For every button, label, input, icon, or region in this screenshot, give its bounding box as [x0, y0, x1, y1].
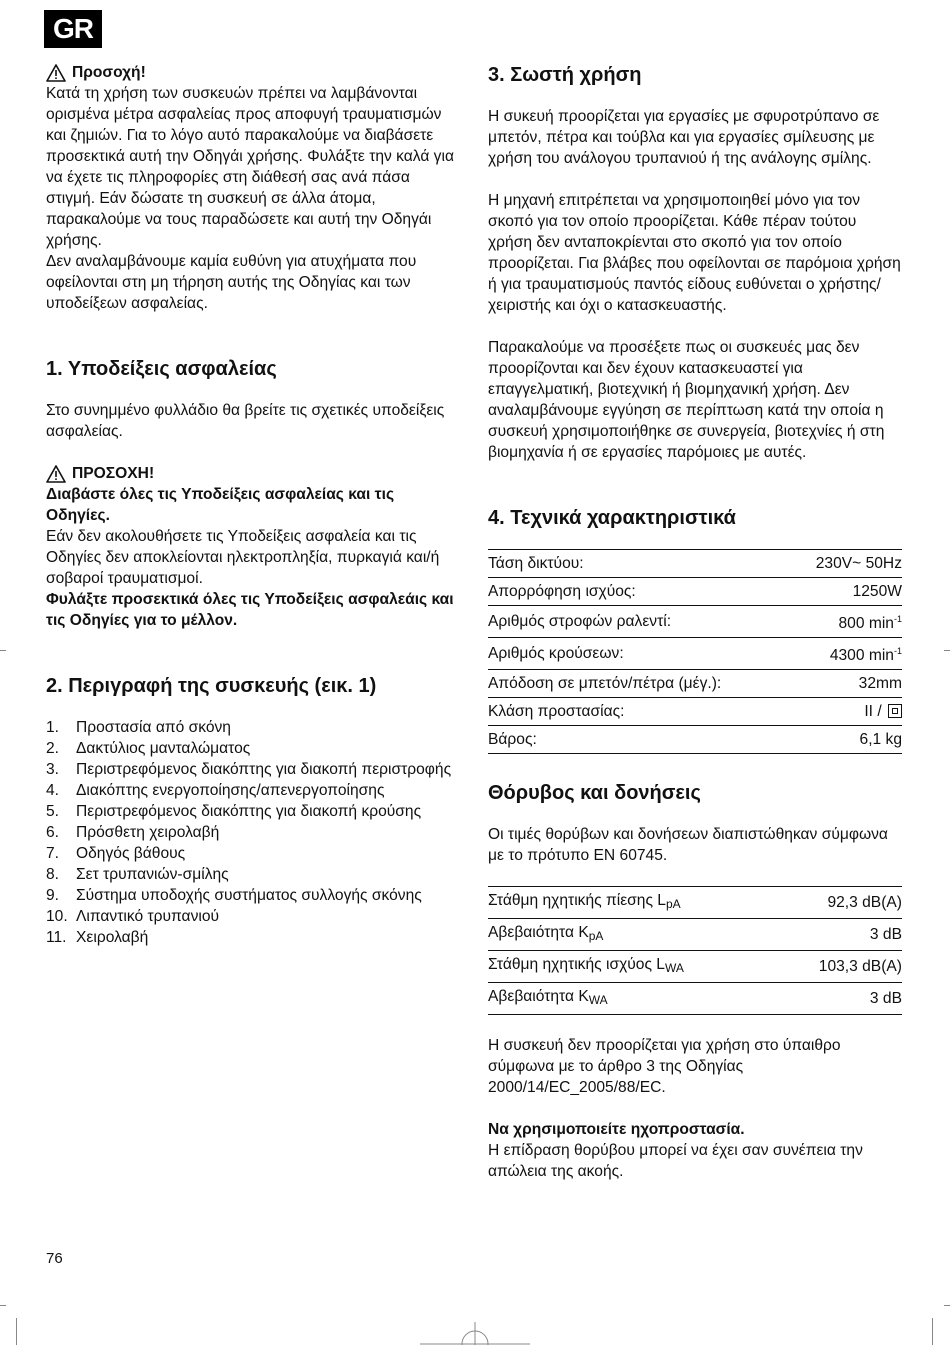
section-4-title: 4. Τεχνικά χαρακτηριστικά: [488, 507, 736, 529]
left-column: [46, 62, 458, 948]
double-insulation-icon: [888, 704, 902, 718]
crop-mark: [16, 1318, 17, 1345]
noise-table: [488, 886, 902, 1015]
table-row: Αριθμός στροφών ραλεντί: 800 $\min^{-1}$: [488, 606, 902, 638]
section-1-text: Στο συνημμένο φυλλάδιο θα βρείτε τις σχετικές υποδείξεις ασφαλείας.: [46, 402, 445, 440]
list-item: 10. Λιπαντικό τρυπανιού: [46, 908, 220, 925]
crop-mark: [944, 650, 950, 651]
section-3-paragraph-2: Η μηχανή επιτρέπεται να χρησιμοποιηθεί μόνο για τον σκοπό για τον οποίο προορίζεται. Κάθε πέραν τούτου χρήση δεν ανταποκρίενται στο σκοπό για τον οποίο προορίζεται. Για βλάβες που οφείλονται σε παρόμοια χρήση ή για τραυματισμούς παντός είδους ευθύνεται ο χρήστης/χειριστής και όχι ο κατασκευαστής.: [488, 192, 901, 314]
section-3-paragraph-1: Η συκευή προορίζεται για εργασίες με σφυροτρύπανο σε μπετόν, πέτρα και τούβλα και για εργασίες σμίλευσης με χρήση του ανάλογου τρυπανιού ή της ανάλογης σμίλης.: [488, 108, 880, 167]
noise-text: Οι τιμές θορύβων και δονήσεων διαπιστώθηκαν σύμφωνα με το πρότυπο EN 60745.: [488, 826, 888, 864]
table-row: Αβεβαιότητα $K_{pA}$ 3 dB: [488, 919, 902, 951]
list-item: 5. Περιστρεφόμενος διακόπτης για διακοπή κρούσης: [46, 803, 422, 820]
table-row: Βάρος: 6,1 kg: [488, 726, 902, 754]
list-item: 6. Πρόσθετη χειρολαβή: [46, 824, 220, 841]
warning-text: Εάν δεν ακολουθήσετε τις Υποδείξεις ασφαλεία και τις Οδηγίες δεν αποκλείονται ηλεκτροπληξία, πυρκαγιά και/ή σοβαροί τραυματισμοί.: [46, 528, 440, 587]
table-row: Στάθμη ηχητικής πίεσης $L_{pA}$ 92,3 dB(A): [488, 887, 902, 919]
crop-mark: [0, 650, 6, 651]
list-item: 3. Περιστρεφόμενος διακόπτης για διακοπή περιστροφής: [46, 761, 452, 778]
crop-mark: [932, 1318, 933, 1345]
specs-table: [488, 549, 902, 754]
section-1-title: 1. Υποδείξεις ασφαλείας: [46, 358, 277, 380]
list-item: 9. Σύστημα υποδοχής συστήματος συλλογής σκόνης: [46, 887, 422, 904]
table-row: Αβεβαιότητα $K_{WA}$ 3 dB: [488, 983, 902, 1015]
parts-list: [46, 717, 458, 948]
caution-title: Προσοχή!: [72, 64, 146, 81]
registration-mark-icon: [420, 1322, 530, 1345]
right-column: [488, 62, 902, 1182]
list-item: 8. Σετ τρυπανιών-σμίλης: [46, 866, 229, 883]
warning-triangle-icon: [46, 465, 66, 483]
ear-protection-text: Η επίδραση θορύβου μπορεί να έχει σαν συνέπεια την απώλεια της ακοής.: [488, 1142, 863, 1180]
list-item: 7. Οδηγός βάθους: [46, 845, 186, 862]
warning-title: ΠΡΟΣΟΧΗ!: [72, 465, 155, 482]
language-badge: GR: [44, 10, 102, 48]
section-2-title: 2. Περιγραφή της συσκευής (εικ. 1): [46, 675, 377, 697]
caution-paragraph-2: Δεν αναλαμβάνουμε καμία ευθύνη για ατυχήματα που οφείλονται στη μη τήρηση αυτής της Οδηγίας και των υποδείξεων ασφαλείας.: [46, 253, 417, 312]
section-3-title: 3. Σωστή χρήση: [488, 64, 642, 86]
table-row: Κλάση προστασίας: II /: [488, 698, 902, 726]
ear-protection-bold: Να χρησιμοποιείτε ηχοπροστασία.: [488, 1121, 745, 1138]
warning-bold-2: Φυλάξτε προσεκτικά όλες τις Υποδείξεις ασφαλεάις και τις Οδηγίες για το μέλλον.: [46, 591, 454, 629]
outdoor-text: Η συσκευή δεν προορίζεται για χρήση στο ύπαιθρο σύμφωνα με το άρθρο 3 της Οδηγίας 2000/14/EC_2005/88/EC.: [488, 1037, 841, 1096]
table-row: Απορρόφηση ισχύος: 1250W: [488, 578, 902, 606]
noise-title: Θόρυβος και δονήσεις: [488, 782, 701, 804]
table-row: Απόδοση σε μπετόν/πέτρα (μέγ.): 32mm: [488, 670, 902, 698]
list-item: 2. Δακτύλιος μανταλώματος: [46, 740, 251, 757]
table-row: Αριθμός κρούσεων: 4300 $\min^{-1}$: [488, 638, 902, 670]
list-item: 11. Χειρολαβή: [46, 929, 149, 946]
list-item: 4. Διακόπτης ενεργοποίησης/απενεργοποίησης: [46, 782, 385, 799]
section-3-paragraph-3: Παρακαλούμε να προσέξετε πως οι συσκευές μας δεν προορίζονται και δεν έχουν κατασκευαστεί για επαγγελματική, βιοτεχνική ή βιομηχανική χρήση. Δεν αναλαμβάνουμε εγγύηση σε περίπτωση κατά την οποία η συσκευή χρησιμοποιήθηκε σε συνεργεία, βιοτεχνίες ή στη βιομηχανία ή σε εργασίες παρόμοιες με αυτές.: [488, 339, 885, 461]
table-row: Τάση δικτύου: 230V~ 50Hz: [488, 550, 902, 578]
crop-mark: [944, 1305, 950, 1306]
warning-heading: [46, 463, 458, 484]
page-number: 76: [46, 1250, 63, 1267]
warning-triangle-icon: [46, 64, 66, 82]
caution-paragraph-1: Κατά τη χρήση των συσκευών πρέπει να λαμβάνονται ορισμένα μέτρα ασφαλείας προς αποφυγή τραυματισμών και ζημιών. Για το λόγο αυτό παρακαλούμε να διαβάσετε προσεκτικά αυτή την Οδηγάι χρήσης. Φυλάξτε την καλά για να έχετε τις πληροφορίες στη διάθεσή σας ανά πάσα στιγμή. Εάν δώσατε τη συσκευή σε άλλα άτομα, παρακαλούμε να τους παραδώσετε και αυτή την Οδηγάι χρήσης.: [46, 85, 454, 249]
caution-heading: [46, 62, 458, 83]
crop-mark: [0, 1305, 6, 1306]
warning-bold-1: Διαβάστε όλες τις Υποδείξεις ασφαλείας και τις Οδηγίες.: [46, 486, 395, 524]
list-item: 1. Προστασία από σκόνη: [46, 719, 231, 736]
table-row: Στάθμη ηχητικής ισχύος $L_{WA}$ 103,3 dB(A): [488, 951, 902, 983]
